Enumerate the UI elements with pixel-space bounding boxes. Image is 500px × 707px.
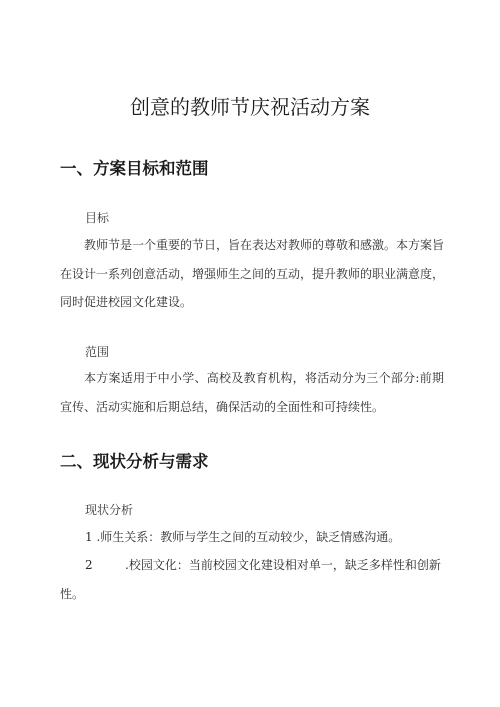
paragraph-scope: 本方案适用于中小学、高校及教育机构，将活动分为三个部分:前期宣传、活动实施和后期总结，确保活动的全面性和可持续性。 bbox=[60, 371, 444, 414]
list-item-number: 2 bbox=[85, 558, 93, 572]
subsection-label-status: 现状分析 bbox=[85, 503, 134, 517]
list-item bbox=[60, 551, 460, 608]
list-item bbox=[85, 523, 455, 552]
section-heading-1: 一、方案目标和范围 bbox=[60, 159, 209, 178]
paragraph-goal: 教师节是一个重要的节日，旨在表达对教师的尊敬和感激。本方案旨在设计一系列创意活动，增强师生之间的互动，提升教师的职业满意度，同时促进校园文化建设。 bbox=[60, 238, 445, 310]
list-item-text: .校园文化：当前校园文化建设相对单一，缺乏多样性和创新性。 bbox=[60, 558, 441, 601]
list-item-text: .师生关系：教师与学生之间的互动较少，缺乏情感沟通。 bbox=[96, 530, 401, 544]
subsection-label-scope: 范围 bbox=[85, 345, 110, 359]
document-title: 创意的教师节庆祝活动方案 bbox=[130, 95, 370, 119]
list-item-number: 1 bbox=[85, 530, 93, 544]
section-heading-2: 二、现状分析与需求 bbox=[60, 452, 209, 471]
subsection-label-goal: 目标 bbox=[85, 211, 110, 225]
